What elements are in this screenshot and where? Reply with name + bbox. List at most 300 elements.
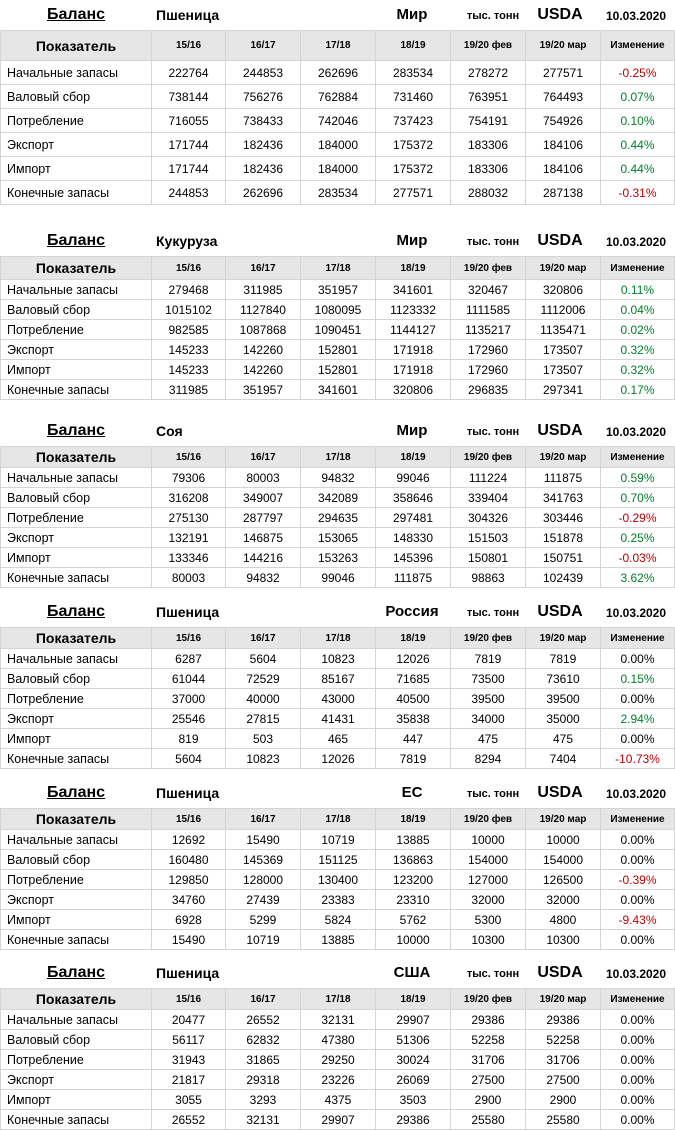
block-title-row: [0, 416, 675, 446]
value-cell: 111875: [526, 468, 601, 488]
value-cell: 41431: [301, 709, 376, 729]
table-row: [1, 1070, 675, 1090]
value-cell: 71685: [376, 669, 451, 689]
value-cell: 10300: [526, 930, 601, 950]
value-cell: 72529: [226, 669, 301, 689]
column-header: 19/20 фев: [451, 989, 526, 1010]
value-cell: 349007: [226, 488, 301, 508]
value-cell: 129850: [152, 870, 226, 890]
value-cell: 351957: [301, 280, 376, 300]
value-cell: 51306: [376, 1030, 451, 1050]
change-cell: 0.00%: [601, 649, 675, 669]
value-cell: 283534: [376, 61, 451, 85]
row-label: Валовый сбор: [1, 850, 152, 870]
column-header: 18/19: [376, 447, 451, 468]
value-cell: 303446: [526, 508, 601, 528]
change-cell: 0.00%: [601, 930, 675, 950]
value-cell: 130400: [301, 870, 376, 890]
value-cell: 32131: [301, 1010, 376, 1030]
value-cell: 10823: [226, 749, 301, 769]
table-row: [1, 669, 675, 689]
value-cell: 288032: [451, 181, 526, 205]
table-row: [1, 528, 675, 548]
value-cell: 26552: [152, 1110, 226, 1130]
column-header: 18/19: [376, 989, 451, 1010]
row-label: Потребление: [1, 320, 152, 340]
block-title-row: [0, 226, 675, 256]
value-cell: 1144127: [376, 320, 451, 340]
change-cell: 0.44%: [601, 133, 675, 157]
value-cell: 126500: [526, 870, 601, 890]
value-cell: 244853: [226, 61, 301, 85]
value-cell: 171918: [376, 340, 451, 360]
value-cell: 80003: [152, 568, 226, 588]
value-cell: 154000: [526, 850, 601, 870]
change-cell: 0.25%: [601, 528, 675, 548]
change-cell: 0.70%: [601, 488, 675, 508]
value-cell: 731460: [376, 85, 451, 109]
block-title-row: [0, 0, 675, 30]
value-cell: 738433: [226, 109, 301, 133]
column-header: 19/20 фев: [451, 257, 526, 280]
value-cell: 61044: [152, 669, 226, 689]
row-label: Валовый сбор: [1, 85, 152, 109]
value-cell: 339404: [451, 488, 526, 508]
row-label: Начальные запасы: [1, 1010, 152, 1030]
report-date: 10.03.2020: [605, 9, 667, 23]
column-header: 17/18: [301, 447, 376, 468]
value-cell: 465: [301, 729, 376, 749]
value-cell: 341763: [526, 488, 601, 508]
value-cell: 148330: [376, 528, 451, 548]
value-cell: 145233: [152, 360, 226, 380]
row-label: Импорт: [1, 729, 152, 749]
region-name: США: [393, 964, 431, 981]
value-cell: 145396: [376, 548, 451, 568]
row-label: Экспорт: [1, 890, 152, 910]
column-header: 19/20 мар: [526, 989, 601, 1010]
value-cell: 153263: [301, 548, 376, 568]
balance-table: [0, 627, 675, 769]
column-header: 16/17: [226, 31, 301, 61]
value-cell: 145369: [226, 850, 301, 870]
value-cell: 23383: [301, 890, 376, 910]
value-cell: 311985: [152, 380, 226, 400]
value-cell: 1015102: [152, 300, 226, 320]
value-cell: 447: [376, 729, 451, 749]
value-cell: 244853: [152, 181, 226, 205]
value-cell: 262696: [226, 181, 301, 205]
row-label: Импорт: [1, 910, 152, 930]
row-label: Конечные запасы: [1, 568, 152, 588]
value-cell: 279468: [152, 280, 226, 300]
balance-block-1: [0, 226, 675, 400]
crop-name: Соя: [156, 423, 183, 439]
source-label: USDA: [537, 422, 583, 439]
row-label: Экспорт: [1, 133, 152, 157]
balance-title: Баланс: [47, 6, 106, 23]
value-cell: 503: [226, 729, 301, 749]
change-cell: 0.17%: [601, 380, 675, 400]
row-label: Импорт: [1, 548, 152, 568]
unit-label: тыс. тонн: [466, 426, 520, 438]
column-header: 19/20 мар: [526, 31, 601, 61]
table-row: [1, 930, 675, 950]
column-header: 17/18: [301, 257, 376, 280]
value-cell: 15490: [226, 830, 301, 850]
change-cell: 0.00%: [601, 1050, 675, 1070]
row-label: Потребление: [1, 689, 152, 709]
value-cell: 297341: [526, 380, 601, 400]
column-header: Показатель: [1, 628, 152, 649]
column-header: 19/20 мар: [526, 809, 601, 830]
value-cell: 73610: [526, 669, 601, 689]
value-cell: 79306: [152, 468, 226, 488]
change-cell: 0.02%: [601, 320, 675, 340]
row-label: Начальные запасы: [1, 280, 152, 300]
column-header: 16/17: [226, 257, 301, 280]
row-label: Начальные запасы: [1, 468, 152, 488]
value-cell: 12026: [301, 749, 376, 769]
table-row: [1, 649, 675, 669]
value-cell: 29907: [376, 1010, 451, 1030]
table-row: [1, 890, 675, 910]
change-cell: 0.32%: [601, 360, 675, 380]
value-cell: 144216: [226, 548, 301, 568]
block-title-row: [0, 778, 675, 808]
value-cell: 32131: [226, 1110, 301, 1130]
balance-title: Баланс: [47, 422, 106, 439]
row-label: Конечные запасы: [1, 380, 152, 400]
row-label: Потребление: [1, 508, 152, 528]
crop-name: Пшеница: [156, 604, 220, 620]
value-cell: 320806: [526, 280, 601, 300]
value-cell: 10000: [376, 930, 451, 950]
source-label: USDA: [537, 964, 583, 981]
value-cell: 10000: [451, 830, 526, 850]
value-cell: 222764: [152, 61, 226, 85]
value-cell: 151503: [451, 528, 526, 548]
column-header: Изменение: [601, 257, 675, 280]
block-title-row: [0, 958, 675, 988]
value-cell: 7819: [526, 649, 601, 669]
value-cell: 73500: [451, 669, 526, 689]
table-row: [1, 749, 675, 769]
table-row: [1, 300, 675, 320]
column-header: 18/19: [376, 809, 451, 830]
value-cell: 154000: [451, 850, 526, 870]
unit-label: тыс. тонн: [466, 10, 520, 22]
row-label: Конечные запасы: [1, 930, 152, 950]
table-row: [1, 709, 675, 729]
value-cell: 52258: [526, 1030, 601, 1050]
value-cell: 20477: [152, 1010, 226, 1030]
row-label: Экспорт: [1, 528, 152, 548]
table-row: [1, 548, 675, 568]
value-cell: 43000: [301, 689, 376, 709]
column-header: Изменение: [601, 31, 675, 61]
column-header: 18/19: [376, 257, 451, 280]
column-header: 19/20 фев: [451, 447, 526, 468]
balance-table: [0, 256, 675, 400]
value-cell: 278272: [451, 61, 526, 85]
change-cell: 0.00%: [601, 1030, 675, 1050]
column-header: 15/16: [152, 628, 226, 649]
value-cell: 15490: [152, 930, 226, 950]
value-cell: 10823: [301, 649, 376, 669]
value-cell: 351957: [226, 380, 301, 400]
value-cell: 34760: [152, 890, 226, 910]
column-header: Изменение: [601, 447, 675, 468]
table-row: [1, 850, 675, 870]
value-cell: 2900: [451, 1090, 526, 1110]
change-cell: 0.00%: [601, 1110, 675, 1130]
table-row: [1, 61, 675, 85]
row-label: Начальные запасы: [1, 830, 152, 850]
value-cell: 1135217: [451, 320, 526, 340]
change-cell: 0.00%: [601, 1070, 675, 1090]
column-header: 15/16: [152, 809, 226, 830]
column-header: 19/20 мар: [526, 447, 601, 468]
value-cell: 6287: [152, 649, 226, 669]
table-row: [1, 109, 675, 133]
column-header: 17/18: [301, 31, 376, 61]
value-cell: 184000: [301, 133, 376, 157]
value-cell: 52258: [451, 1030, 526, 1050]
report-date: 10.03.2020: [605, 967, 667, 981]
value-cell: 25546: [152, 709, 226, 729]
value-cell: 10000: [526, 830, 601, 850]
value-cell: 98863: [451, 568, 526, 588]
change-cell: 0.15%: [601, 669, 675, 689]
table-row: [1, 508, 675, 528]
change-cell: 0.32%: [601, 340, 675, 360]
value-cell: 32000: [526, 890, 601, 910]
unit-label: тыс. тонн: [466, 788, 520, 800]
table-row: [1, 568, 675, 588]
crop-name: Пшеница: [156, 785, 220, 801]
value-cell: 40000: [226, 689, 301, 709]
row-label: Валовый сбор: [1, 669, 152, 689]
value-cell: 275130: [152, 508, 226, 528]
value-cell: 171744: [152, 157, 226, 181]
value-cell: 10719: [226, 930, 301, 950]
column-header: 19/20 мар: [526, 257, 601, 280]
column-header: 19/20 фев: [451, 809, 526, 830]
table-row: [1, 133, 675, 157]
value-cell: 4375: [301, 1090, 376, 1110]
change-cell: 0.00%: [601, 729, 675, 749]
value-cell: 13885: [376, 830, 451, 850]
crop-name: Пшеница: [156, 7, 220, 23]
value-cell: 287797: [226, 508, 301, 528]
region-name: Мир: [396, 6, 428, 23]
value-cell: 56117: [152, 1030, 226, 1050]
value-cell: 296835: [451, 380, 526, 400]
value-cell: 1112006: [526, 300, 601, 320]
table-row: [1, 340, 675, 360]
column-header: 15/16: [152, 447, 226, 468]
table-row: [1, 689, 675, 709]
value-cell: 132191: [152, 528, 226, 548]
value-cell: 7819: [376, 749, 451, 769]
table-row: [1, 380, 675, 400]
value-cell: 160480: [152, 850, 226, 870]
value-cell: 40500: [376, 689, 451, 709]
value-cell: 1111585: [451, 300, 526, 320]
unit-label: тыс. тонн: [466, 968, 520, 980]
value-cell: 31706: [451, 1050, 526, 1070]
table-header-row: [1, 989, 675, 1010]
value-cell: 35838: [376, 709, 451, 729]
value-cell: 27815: [226, 709, 301, 729]
value-cell: 31865: [226, 1050, 301, 1070]
value-cell: 39500: [451, 689, 526, 709]
row-label: Экспорт: [1, 1070, 152, 1090]
value-cell: 173507: [526, 360, 601, 380]
value-cell: 283534: [301, 181, 376, 205]
value-cell: 37000: [152, 689, 226, 709]
column-header: Показатель: [1, 809, 152, 830]
value-cell: 23310: [376, 890, 451, 910]
value-cell: 12026: [376, 649, 451, 669]
row-label: Конечные запасы: [1, 749, 152, 769]
value-cell: 29386: [526, 1010, 601, 1030]
change-cell: 0.59%: [601, 468, 675, 488]
region-name: Мир: [396, 232, 428, 249]
value-cell: 102439: [526, 568, 601, 588]
value-cell: 29250: [301, 1050, 376, 1070]
value-cell: 94832: [301, 468, 376, 488]
source-label: USDA: [537, 784, 583, 801]
table-row: [1, 1030, 675, 1050]
value-cell: 25580: [451, 1110, 526, 1130]
change-cell: -10.73%: [601, 749, 675, 769]
row-label: Конечные запасы: [1, 181, 152, 205]
balance-title: Баланс: [47, 232, 106, 249]
value-cell: 1135471: [526, 320, 601, 340]
row-label: Потребление: [1, 870, 152, 890]
column-header: 15/16: [152, 31, 226, 61]
balance-title: Баланс: [47, 964, 106, 981]
row-label: Начальные запасы: [1, 61, 152, 85]
value-cell: 10300: [451, 930, 526, 950]
value-cell: 5762: [376, 910, 451, 930]
column-header: 15/16: [152, 257, 226, 280]
value-cell: 5824: [301, 910, 376, 930]
value-cell: 5300: [451, 910, 526, 930]
value-cell: 341601: [376, 280, 451, 300]
value-cell: 128000: [226, 870, 301, 890]
value-cell: 737423: [376, 109, 451, 133]
unit-label: тыс. тонн: [466, 607, 520, 619]
change-cell: 0.00%: [601, 890, 675, 910]
change-cell: 0.10%: [601, 109, 675, 133]
change-cell: -0.31%: [601, 181, 675, 205]
report-date: 10.03.2020: [605, 235, 667, 249]
value-cell: 184106: [526, 133, 601, 157]
balance-block-5: [0, 958, 675, 1130]
value-cell: 62832: [226, 1030, 301, 1050]
value-cell: 27439: [226, 890, 301, 910]
crop-name: Кукуруза: [156, 233, 218, 249]
table-header-row: [1, 809, 675, 830]
value-cell: 1127840: [226, 300, 301, 320]
table-row: [1, 1010, 675, 1030]
source-label: USDA: [537, 6, 583, 23]
value-cell: 475: [451, 729, 526, 749]
value-cell: 311985: [226, 280, 301, 300]
column-header: 19/20 мар: [526, 628, 601, 649]
value-cell: 23226: [301, 1070, 376, 1090]
column-header: 16/17: [226, 628, 301, 649]
column-header: 19/20 фев: [451, 31, 526, 61]
table-row: [1, 830, 675, 850]
value-cell: 172960: [451, 340, 526, 360]
source-label: USDA: [537, 232, 583, 249]
column-header: 15/16: [152, 989, 226, 1010]
value-cell: 39500: [526, 689, 601, 709]
value-cell: 182436: [226, 157, 301, 181]
value-cell: 34000: [451, 709, 526, 729]
value-cell: 145233: [152, 340, 226, 360]
column-header: Показатель: [1, 31, 152, 61]
row-label: Экспорт: [1, 340, 152, 360]
row-label: Экспорт: [1, 709, 152, 729]
column-header: 17/18: [301, 989, 376, 1010]
value-cell: 342089: [301, 488, 376, 508]
value-cell: 111224: [451, 468, 526, 488]
table-row: [1, 729, 675, 749]
value-cell: 30024: [376, 1050, 451, 1070]
change-cell: 0.00%: [601, 850, 675, 870]
column-header: 16/17: [226, 447, 301, 468]
value-cell: 716055: [152, 109, 226, 133]
value-cell: 819: [152, 729, 226, 749]
value-cell: 763951: [451, 85, 526, 109]
table-row: [1, 1050, 675, 1070]
value-cell: 1090451: [301, 320, 376, 340]
value-cell: 184106: [526, 157, 601, 181]
table-row: [1, 910, 675, 930]
column-header: 16/17: [226, 989, 301, 1010]
row-label: Валовый сбор: [1, 300, 152, 320]
change-cell: -9.43%: [601, 910, 675, 930]
balance-table: [0, 808, 675, 950]
table-header-row: [1, 31, 675, 61]
table-row: [1, 1090, 675, 1110]
balance-table: [0, 988, 675, 1130]
value-cell: 31706: [526, 1050, 601, 1070]
value-cell: 183306: [451, 133, 526, 157]
value-cell: 183306: [451, 157, 526, 181]
value-cell: 184000: [301, 157, 376, 181]
value-cell: 1087868: [226, 320, 301, 340]
change-cell: 0.00%: [601, 1010, 675, 1030]
table-header-row: [1, 447, 675, 468]
row-label: Валовый сбор: [1, 488, 152, 508]
value-cell: 294635: [301, 508, 376, 528]
value-cell: 175372: [376, 157, 451, 181]
change-cell: 0.04%: [601, 300, 675, 320]
value-cell: 152801: [301, 340, 376, 360]
value-cell: 133346: [152, 548, 226, 568]
value-cell: 742046: [301, 109, 376, 133]
value-cell: 29318: [226, 1070, 301, 1090]
value-cell: 27500: [526, 1070, 601, 1090]
table-row: [1, 870, 675, 890]
value-cell: 150751: [526, 548, 601, 568]
